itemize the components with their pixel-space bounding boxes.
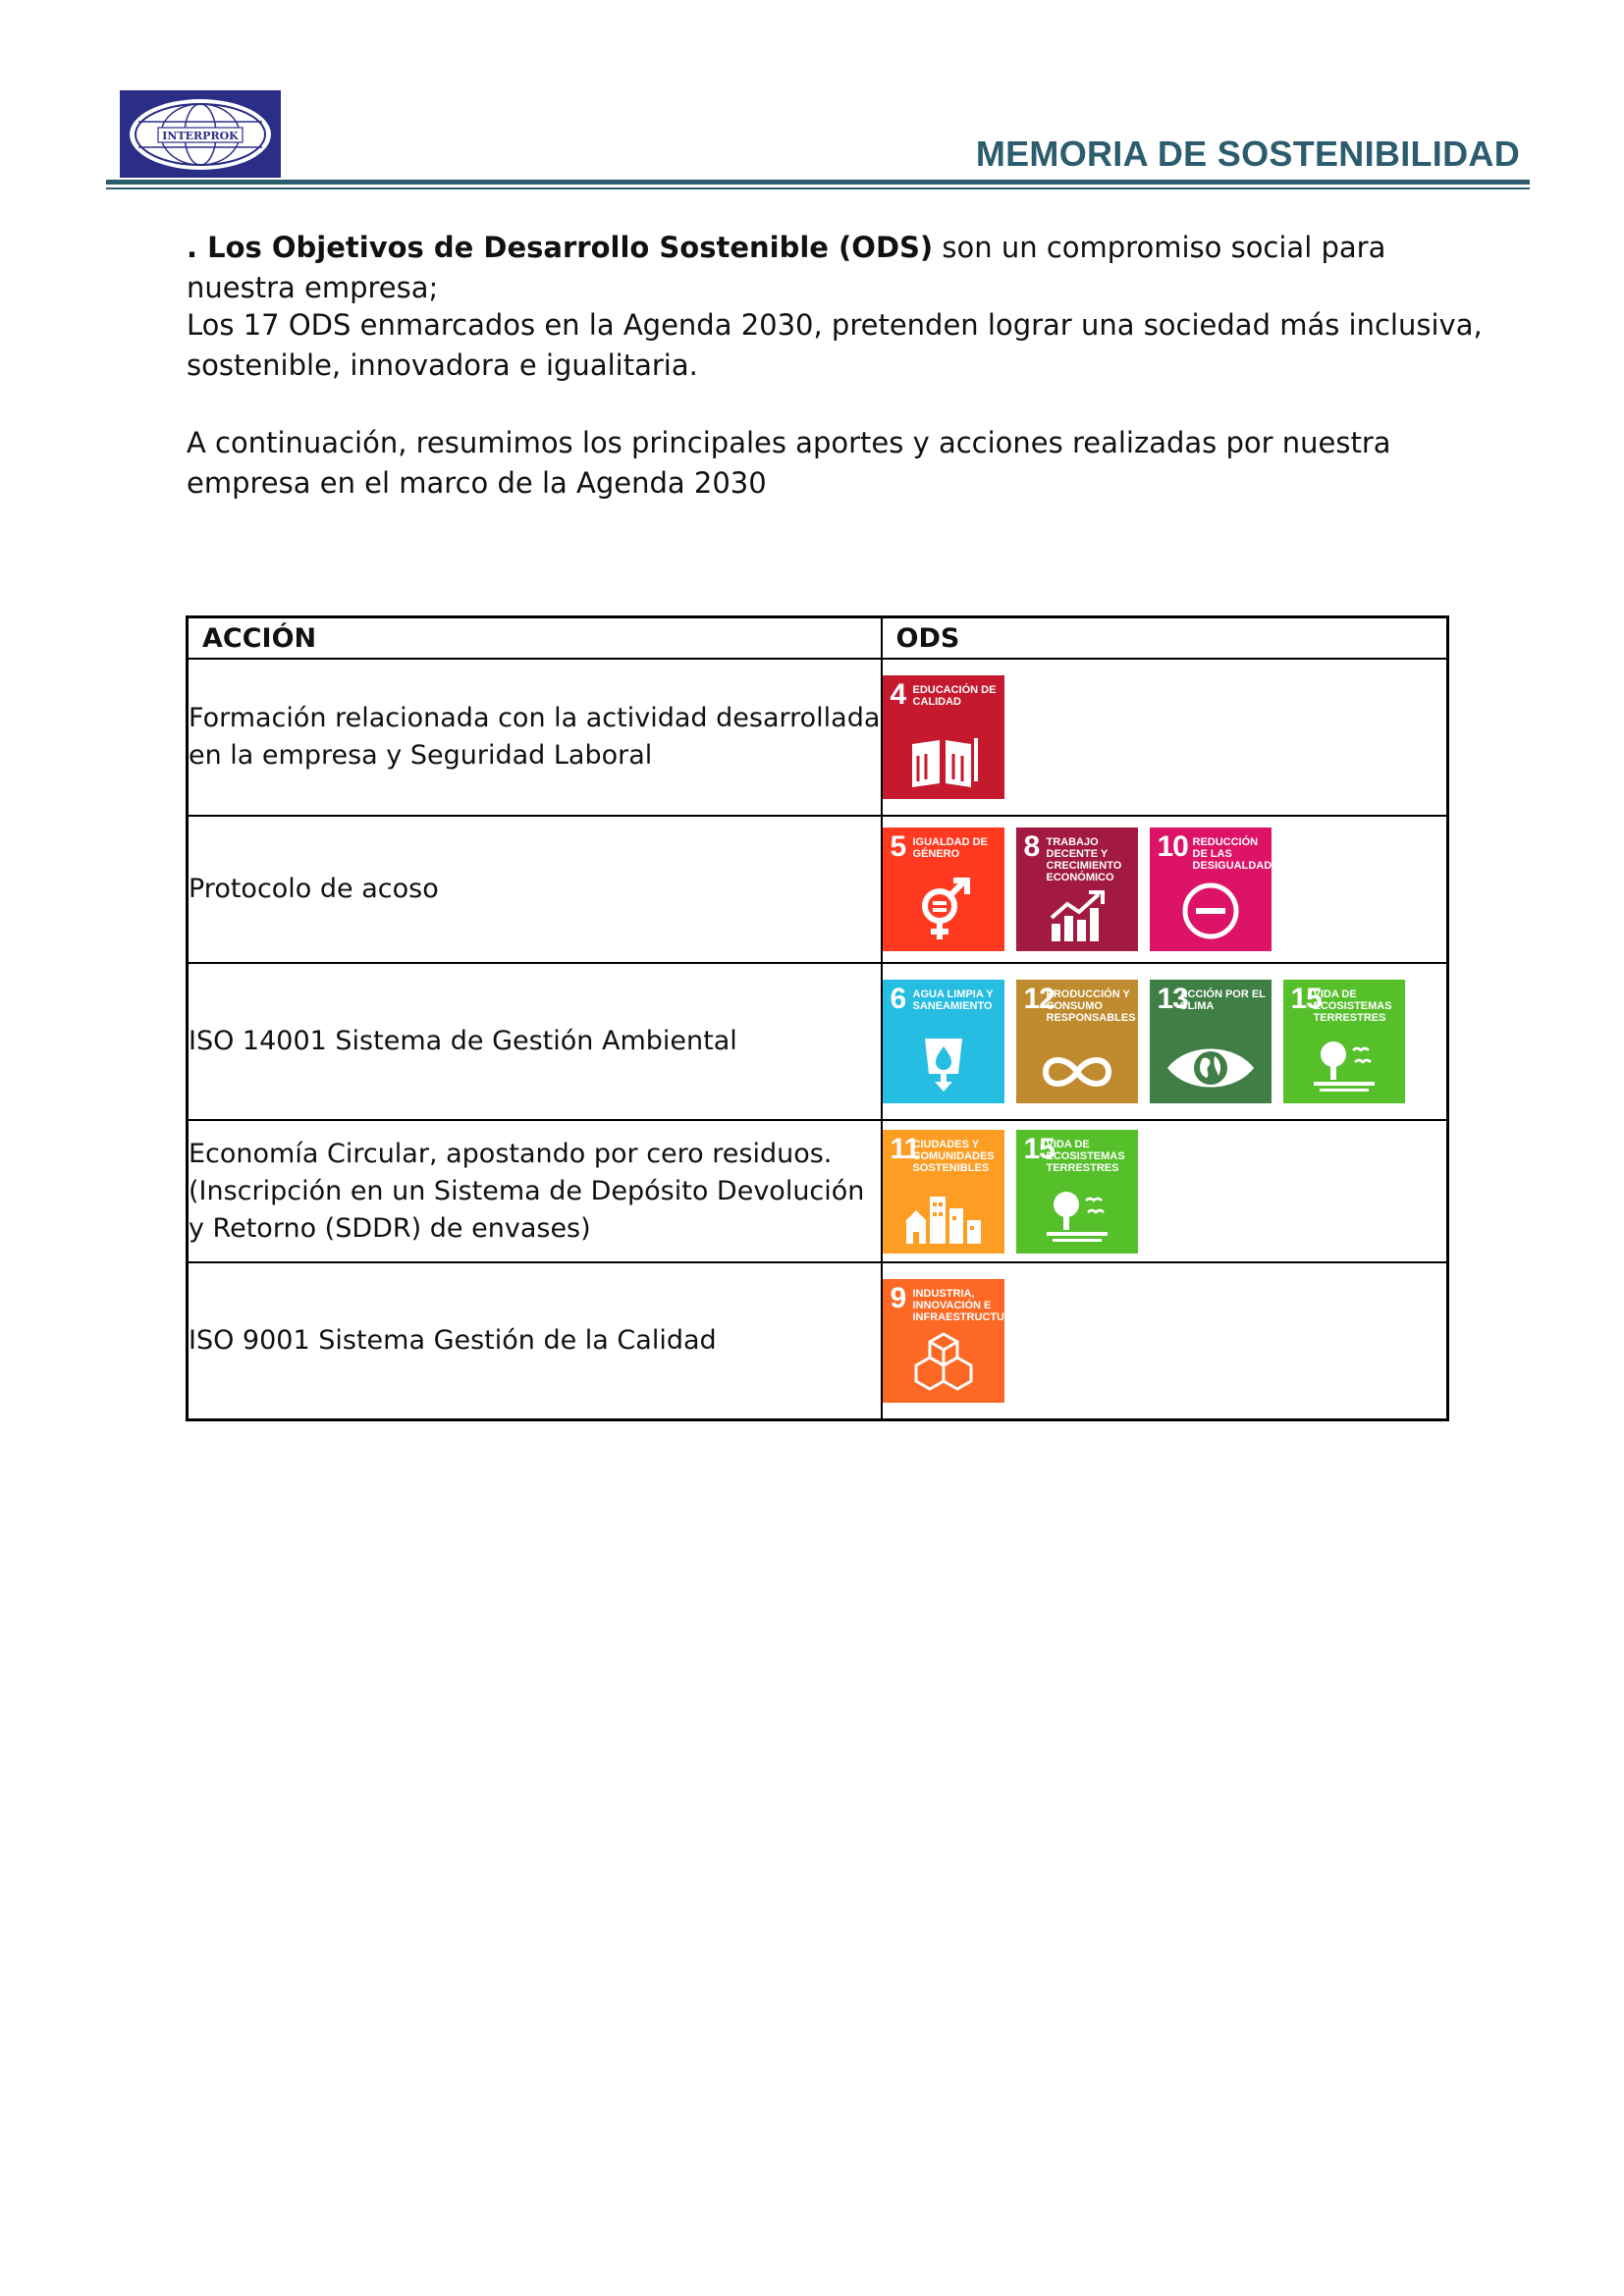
book-icon xyxy=(906,734,981,789)
table-row xyxy=(188,816,1448,963)
sdg-label: VIDA DE ECOSISTEMAS TERRESTRES xyxy=(1046,1138,1125,1174)
page-title: MEMORIA DE SOSTENIBILIDAD xyxy=(975,133,1520,174)
intro-bold: . Los Objetivos de Desarrollo Sostenible (ODS) xyxy=(187,231,934,264)
sdg-number: 6 xyxy=(890,983,906,1015)
company-logo xyxy=(120,90,281,178)
sdg-label: INDUSTRIA, INNOVACIÓN E INFRAESTRUCTURA xyxy=(912,1287,1020,1323)
intro-paragraph-2: Los 17 ODS enmarcados en la Agenda 2030, pretenden lograr una sociedad más inclusiva, sostenible, innovadora e igualitaria. xyxy=(187,308,1483,382)
sdg-6-tile xyxy=(883,980,1004,1103)
sdg-number: 9 xyxy=(890,1281,906,1314)
gender-icon xyxy=(914,879,973,941)
sdg-8-tile xyxy=(1016,828,1138,951)
ods-cell xyxy=(882,1262,1448,1419)
tree-icon xyxy=(1310,1037,1379,1094)
growth-chart-icon xyxy=(1048,890,1107,941)
sdg-number: 10 xyxy=(1157,830,1188,863)
sdg-label: CIUDADES Y COMUNIDADES SOSTENIBLES xyxy=(912,1138,995,1174)
sdg-number: 15 xyxy=(1290,983,1322,1015)
intro-paragraph-3: A continuación, resumimos los principales aportes y acciones realizadas por nuestra empresa en el marco de la Agenda 2030 xyxy=(187,426,1391,500)
sdg-label: VIDA DE ECOSISTEMAS TERRESTRES xyxy=(1313,988,1392,1024)
header-ods: ODS xyxy=(882,617,1448,660)
ods-cell xyxy=(882,816,1448,963)
accion-cell: ISO 14001 Sistema de Gestión Ambiental xyxy=(188,963,882,1120)
infinity-icon xyxy=(1038,1050,1116,1094)
table-row xyxy=(188,1262,1448,1419)
table-row xyxy=(188,1120,1448,1262)
sdg-number: 12 xyxy=(1023,983,1055,1015)
water-drop-icon xyxy=(919,1033,968,1094)
header-rule-thin xyxy=(106,187,1530,189)
sdg-number: 11 xyxy=(890,1132,920,1165)
ods-cell xyxy=(882,963,1448,1120)
logo-text: INTERPROK xyxy=(162,129,239,142)
sdg-12-tile xyxy=(1016,980,1138,1103)
accion-cell: Formación relacionada con la actividad desarrollada en la empresa y Seguridad Laboral xyxy=(188,659,882,816)
accion-cell: Economía Circular, apostando por cero residuos. (Inscripción en un Sistema de Depósito Devolución y Retorno (SDDR) de envases) xyxy=(188,1120,882,1262)
intro-paragraph-1 xyxy=(187,228,1502,308)
accion-cell: Protocolo de acoso xyxy=(188,816,882,963)
sdg-15-tile xyxy=(1016,1130,1138,1254)
sdg-9-tile xyxy=(883,1279,1020,1403)
sdg-number: 8 xyxy=(1023,830,1040,863)
sdg-label: TRABAJO DECENTE Y CRECIMIENTO ECONÓMICO xyxy=(1046,836,1122,883)
table-row xyxy=(188,659,1448,816)
table-header-row xyxy=(188,617,1448,660)
tree-icon xyxy=(1043,1187,1111,1244)
sdg-number: 5 xyxy=(890,830,906,863)
sdg-label: PRODUCCIÓN Y CONSUMO RESPONSABLES xyxy=(1046,988,1136,1024)
intro-rest: son un compromiso social para nuestra empresa; xyxy=(187,231,1386,304)
ods-cell xyxy=(882,659,1448,816)
sdg-number: 15 xyxy=(1023,1132,1055,1165)
sdg-11-tile xyxy=(883,1130,1004,1254)
sdg-number: 13 xyxy=(1157,983,1188,1015)
ods-cell xyxy=(882,1120,1448,1262)
header-rule xyxy=(106,180,1530,185)
ods-table xyxy=(186,615,1449,1421)
eye-globe-icon xyxy=(1164,1042,1258,1094)
sdg-label: IGUALDAD DE GÉNERO xyxy=(912,836,988,860)
sdg-10-tile xyxy=(1150,828,1286,951)
sdg-5-tile xyxy=(883,828,1004,951)
accion-cell: ISO 9001 Sistema Gestión de la Calidad xyxy=(188,1262,882,1419)
sdg-label: REDUCCIÓN DE LAS DESIGUALDADES xyxy=(1192,836,1286,872)
equality-icon xyxy=(1180,881,1241,941)
sdg-label: EDUCACIÓN DE CALIDAD xyxy=(912,684,997,708)
table-row xyxy=(188,963,1448,1120)
sdg-13-tile xyxy=(1150,980,1272,1103)
city-icon xyxy=(902,1193,985,1244)
sdg-4-tile xyxy=(883,675,1004,799)
sdg-label: ACCIÓN POR EL CLIMA xyxy=(1179,988,1266,1012)
sdg-label: AGUA LIMPIA Y SANEAMIENTO xyxy=(912,988,994,1012)
sdg-number: 4 xyxy=(890,678,906,711)
cubes-icon xyxy=(912,1332,975,1393)
header-accion: ACCIÓN xyxy=(188,617,882,660)
sdg-15-tile xyxy=(1283,980,1405,1103)
